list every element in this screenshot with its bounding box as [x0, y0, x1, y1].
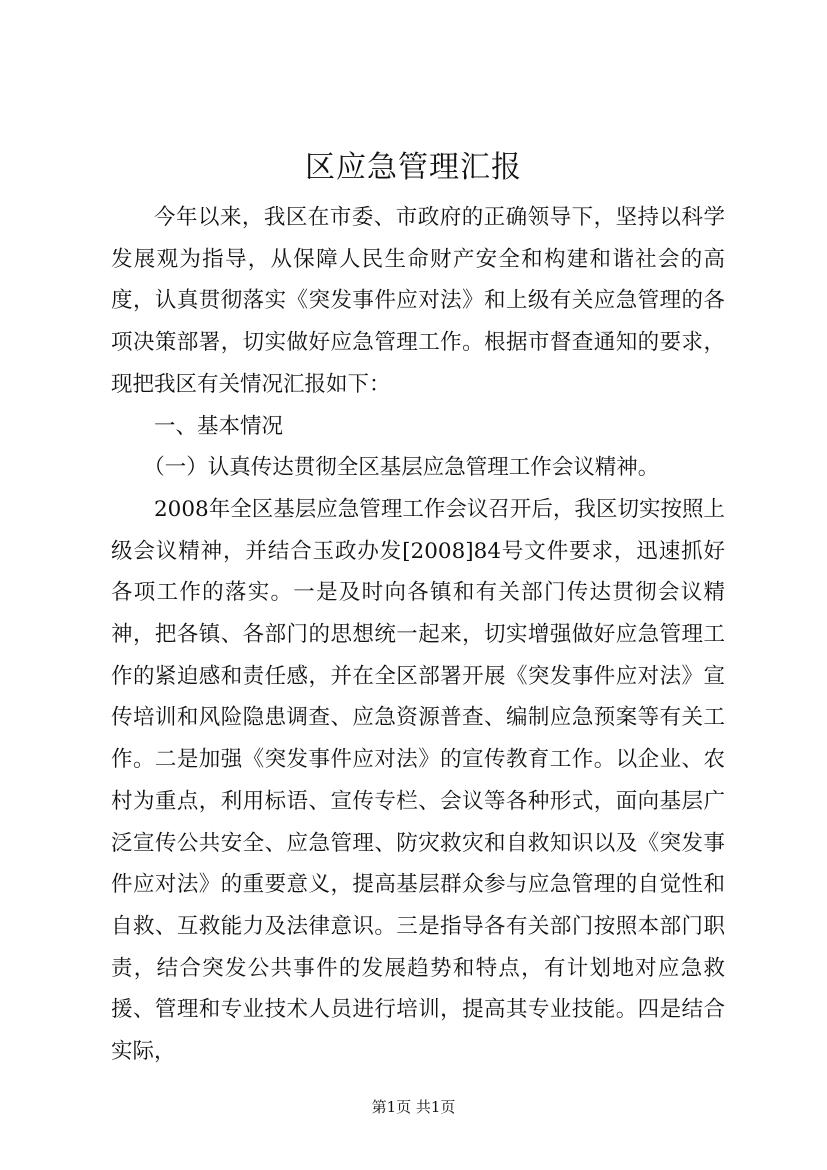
- page-footer: 第1页 共1页: [371, 1098, 456, 1116]
- intro-paragraph: 今年以来，我区在市委、市政府的正确领导下，坚持以科学发展观为指导，从保障人民生命财产安全和构建和谐社会的高度，认真贯彻落实《突发事件应对法》和上级有关应急管理的各项决策部署，切实做好应急管理工作。根据市督查通知的要求，现把我区有关情况汇报如下：: [111, 205, 725, 397]
- section-heading: 一、基本情况: [154, 413, 284, 439]
- subsection-heading: （一）认真传达贯彻全区基层应急管理工作会议精神。: [143, 455, 660, 481]
- body-paragraph: 2008年全区基层应急管理工作会议召开后，我区切实按照上级会议精神，并结合玉政办发[2008]84号文件要求，迅速抓好各项工作的落实。一是及时向各镇和有关部门传达贯彻会议精神，把各镇、各部门的思想统一起来，切实增强做好应急管理工作的紧迫感和责任感，并在全区部署开展《突发事件应对法》宣传培训和风险隐患调查、应急资源普查、编制应急预案等有关工作。二是加强《突发事件应对法》的宣传教育工作。以企业、农村为重点，利用标语、宣传专栏、会议等各种形式，面向基层广泛宣传公共安全、应急管理、防灾救灾和自救知识以及《突发事件应对法》的重要意义，提高基层群众参与应急管理的自觉性和自救、互救能力及法律意识。三是指导各有关部门按照本部门职责，结合突发公共事件的发展趋势和特点，有计划地对应急救援、管理和专业技术人员进行培训，提高其专业技能。四是结合实际，: [111, 496, 725, 1065]
- document-title: 区应急管理汇报: [305, 150, 522, 185]
- document-body: [111, 197, 725, 1073]
